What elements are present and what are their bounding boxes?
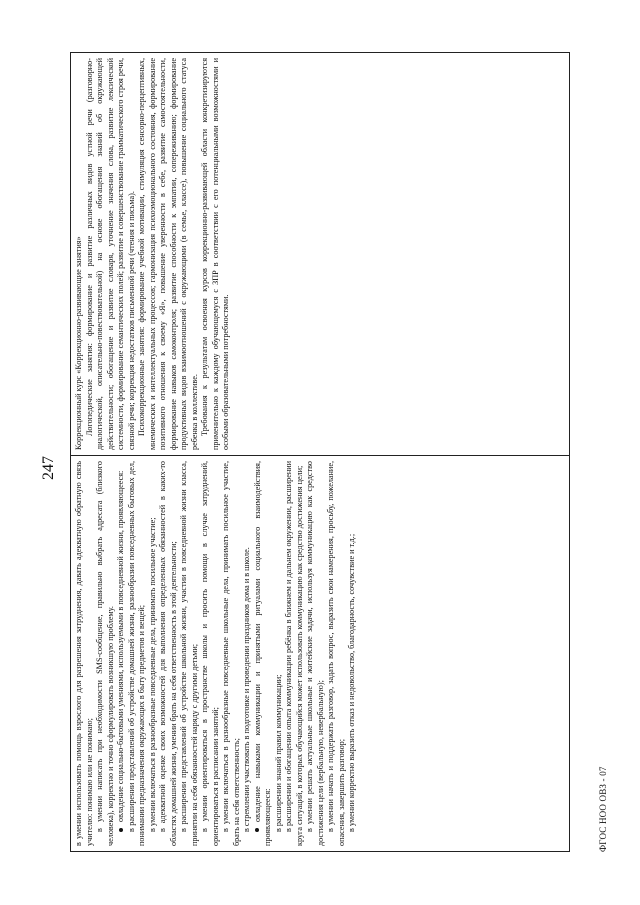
left-paragraph: в умении включаться в разнообразные повседневные школьные дела, принимать посильное участие, брать на себя ответственность; bbox=[221, 461, 241, 846]
right-paragraph: Логопедические занятия: формирование и развитие различных видов устной речи (разговорно-диалогической, описательно-повествовательной) на основе обогащения знаний об окружающей действительности; обогащение и развитие словаря, уточнение значения слова, развитие лексической системности, формирование семантических полей; развитие и совершенствование грамматического строя речи, связной речи; коррекция недостатков письменной речи (чтения и письма). bbox=[84, 58, 136, 450]
page-footer: ФГОС НОО ОВЗ - 07 bbox=[598, 766, 608, 852]
left-column-cell bbox=[71, 456, 570, 852]
left-paragraph: в умении начать и поддержать разговор, задать вопрос, выразить свои намерения, просьбу, пожелание, опасения, завершить разговор; bbox=[326, 461, 346, 846]
right-column-cell bbox=[71, 53, 570, 456]
left-paragraph: в умении включаться в разнообразные повседневные дела, принимать посильное участие; bbox=[147, 517, 157, 832]
left-paragraph: в стремлении участвовать в подготовке и проведении праздников дома и в школе. bbox=[242, 547, 251, 832]
left-paragraph: в умении ориентироваться в пространстве школы и просить помощи в случае затруднений, ориентироваться в расписании занятий; bbox=[200, 461, 220, 846]
left-paragraph: в расширении знаний правил коммуникации; bbox=[273, 674, 283, 832]
right-paragraph: Психокоррекционные занятия: формирование учебной мотивации, стимуляция сенсорно-перцептивных, мнемических и интеллектуальных процессов; гармонизация психоэмоционального состояния, формирование позитивного отношения к своему «Я», повышение уверенности в себе, развитие самостоятельности, формирование навыков самоконтроля; развитие способности к эмпатии, сопереживанию; формирование продуктивных видов взаимоотношений с окружающими (в семье, классе), повышение социального статуса ребенка в коллективе. bbox=[137, 58, 199, 450]
page-number: 247 bbox=[40, 456, 57, 480]
left-paragraph: в умении написать при необходимости SMS-сообщение, правильно выбрать адресата (близкого человека), корректно и точно сформулировать возникшую проблему. bbox=[95, 461, 115, 846]
table-row bbox=[71, 53, 570, 852]
left-bullet-item: овладение навыками коммуникации и принятыми ритуалами социального взаимодействия, проявляющееся: bbox=[252, 461, 272, 846]
bullet-icon bbox=[255, 828, 259, 832]
left-bullet-item: овладение социально-бытовыми умениями, используемыми в повседневной жизни, проявляющееся: bbox=[116, 461, 127, 846]
bullet-icon bbox=[119, 828, 123, 832]
right-paragraph: Требования к результатам освоения курсов коррекционно-развивающей области конкретизируются применительно к каждому обучающемуся с ЗПР в соответствии с его потенциальными возможностями и особыми образовательными потребностями. bbox=[200, 58, 230, 450]
left-paragraph: в умении использовать помощь взрослого для разрешения затруднения, давать адекватную обратную связь учителю: понимаю или не понимаю; bbox=[74, 461, 94, 846]
left-paragraph: в умении корректно выразить отказ и недовольство, благодарность, сочувствие и т.д.; bbox=[347, 533, 356, 832]
left-paragraph: в расширении представлений об устройстве домашней жизни, разнообразии повседневных бытовых дел, понимании предназначения окружающих в быту предметов и вещей; bbox=[126, 461, 146, 846]
rotated-page-content bbox=[40, 52, 608, 852]
standards-table bbox=[70, 52, 570, 852]
left-paragraph: в расширении представлений об устройстве школьной жизни, участии в повседневной жизни класса, принятии на себя обязанностей наряду с другими детьми; bbox=[179, 461, 199, 846]
course-title: Коррекционный курс «Коррекционно-развивающие занятия» bbox=[74, 236, 83, 450]
left-paragraph: в расширении и обогащении опыта коммуникации ребёнка в ближнем и дальнем окружении, расширении круга ситуаций, в которых обучающийся может использовать коммуникацию как средство достижения цели; bbox=[284, 461, 304, 846]
left-paragraph: в умении решать актуальные школьные и житейские задачи, используя коммуникацию как средство достижения цели (вербальную, невербальную); bbox=[305, 461, 325, 846]
left-paragraph: в адекватной оценке своих возможностей для выполнения определенных обязанностей в каких-то областях домашней жизни, умении брать на себя ответственность в этой деятельности; bbox=[158, 461, 178, 846]
